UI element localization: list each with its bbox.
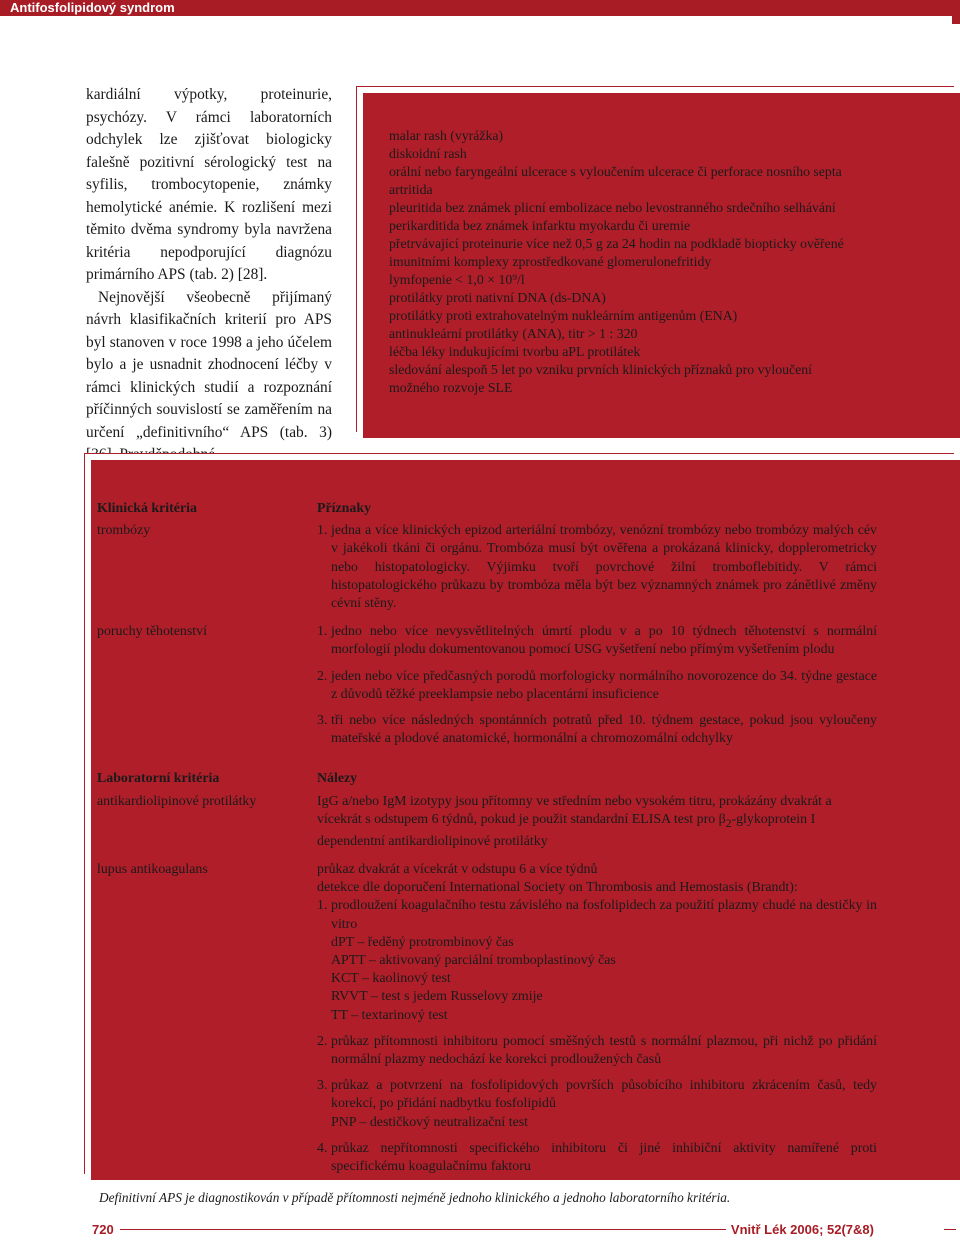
header-title: Antifosfolipidový syndrom [10,0,175,15]
text-run: -glykoprotein I dependentní antikardiolipinové protilátky [317,811,816,849]
findings-heading: Nálezy [317,771,358,787]
list-item: antinukleární protilátky (ANA), titr > 1 : 320 [389,325,859,343]
la-test: PNP – destičkový neutralizační test [331,1114,528,1130]
item-text: jedna a více klinických epizod arteriální trombózy, venózní trombózy nebo trombózy malých cév v jakékoli tkáni či orgánu. Trombóza musí být ověřena a prokázaná klinicky, dopplerometricky nebo histopatologicky. Výjimku tvoří povrchové žilní tromboflebitidy. V rámci histopatologického průkazu by trombóza měla být bez významných známek pro zánětlivé změny cévní stěny. [331,523,877,612]
pregnancy-item [317,712,877,748]
item-text: průkaz přítomnosti inhibitoru pomocí směšných testů s normální plazmou, při nichž po přidání normální plazmy nedochází ke korekci prodloužených časů [331,1033,877,1068]
pregnancy-label: poruchy těhotenství [97,624,207,640]
item-text: průkaz a potvrzení na fosfolipidových površích působícího inhibitoru zkrácením časů, tedy korekcí, po přidání nadbytku fosfolipidů [331,1078,877,1112]
la-test: APTT – aktivovaný parciální tromboplastinový čas [331,953,616,969]
list-item: protilátky proti extrahovatelným nukleárním antigenům (ENA) [389,307,859,325]
item-number: 4. [317,1140,328,1156]
footer-rule-end [944,1229,956,1230]
item-number: 2. [317,1033,328,1049]
lab-criteria-heading: Laboratorní kritéria [97,771,220,787]
footer-rule [120,1229,726,1230]
anticardiolipin-label: antikardiolipinové protilátky [97,793,257,809]
la-test: KCT – kaolinový test [331,971,451,987]
pregnancy-item [317,623,877,659]
list-item: lymfopenie < 1,0 × 10⁹/l [389,271,859,289]
lupus-anticoagulant-label: lupus antikoagulans [97,862,208,878]
table-3-box [84,453,954,1206]
item-text: jedno nebo více nevysvětlitelných úmrtí plodu v a po 10 týdnech těhotenství s normální morfologií plodu dokumentovanou pomocí USG vyšetření nebo přímým vyšetřením plodu [331,624,877,658]
la-test: dPT – ředěný protrombinový čas [331,934,514,950]
item-number: 3. [317,713,328,729]
anticardiolipin-text [317,793,877,851]
la-item [317,897,877,933]
pregnancy-item [317,668,877,704]
table-2-title: Tab. 2. Kritéria nepodporující diagnózu primárního APS [28]. [367,99,817,118]
item-number: 2. [317,668,328,684]
body-text-column [86,84,332,467]
list-item: orální nebo faryngeální ulcerace s vyloučením ulcerace či perforace nosního septa [389,163,859,181]
page-number: 720 [92,1222,114,1237]
clinical-criteria-heading: Klinická kritéria [97,501,197,516]
text-run: IgG a/nebo IgM izotypy jsou přítomny ve středním nebo vysokém titru, prokázány dvakrát a vícekrát s odstupem 6 týdnů, pokud je použit standardní ELISA test pro β [317,793,832,827]
list-item: sledování alespoň 5 let po vzniku prvních klinických příznaků pro vyloučení možného rozvoje SLE [389,361,859,397]
table-2-list [367,127,954,397]
body-paragraph: kardiální výpotky, proteinurie, psychózy. V rámci laboratorních odchylek lze zjišťovat biologicky falešně pozitivní sérologický test na syfilis, trombocytopenie, známky hemolytické anémie. K rozlišení mezi těmito dvěma syndromy byla navržena kritéria nepodporující diagnózu primárního APS (tab. 2) [28]. [86,86,332,283]
list-item: perikarditida bez známek infarktu myokardu či uremie [389,217,859,235]
item-text: prodloužení koagulačního testu závislého na fosfolipidech za použití plazmy chudé na destičky in vitro [331,898,877,932]
item-text: jeden nebo více předčasných porodů morfologicky normálního novorozence do 34. týdne gestace z důvodů těžké preeklampsie nebo placentární insuficience [331,668,877,702]
pregnancy-items [317,623,877,748]
la-item [317,1033,877,1069]
item-number: 1. [317,898,328,914]
la-line: detekce dle doporučení International Society on Thrombosis and Hemostasis (Brandt): [317,880,798,896]
journal-citation: Vnitř Lék 2006; 52(7&8) [730,1222,874,1237]
la-line: průkaz dvakrát a vícekrát v odstupu 6 a více týdnů [317,862,598,878]
list-item: diskoidní rash [389,145,859,163]
list-item: přetrvávající proteinurie více než 0,5 g za 24 hodin na podkladě biopticky ověřené imunitními komplexy zprostředkované glomerulonefritidy [389,235,859,271]
subscript: 2 [725,816,732,830]
item-number: 3. [317,1078,328,1094]
item-text: průkaz nepřítomnosti specifického inhibitoru či jiné inhibiční aktivity namířené proti specifickému koagulačnímu faktoru [331,1140,877,1175]
item-text: tři nebo více následných spontánních potratů před 10. týdnem gestace, pokud jsou vyloučeny mateřské a plodové anatomické, hormonální a chromozomální odchylky [331,713,877,747]
item-number: 1. [317,523,328,539]
list-item: artritida [389,181,859,199]
list-item: protilátky proti nativní DNA (ds-DNA) [389,289,859,307]
list-item: pleuritida bez známek plicní embolizace nebo levostranného srdečního selhávání [389,199,859,217]
thrombosis-item [317,522,877,613]
item-number: 1. [317,624,328,640]
lupus-anticoagulant-details [317,861,877,1176]
list-item: léčba léky indukujícími tvorbu aPL protilátek [389,343,859,361]
table-3-title: Tab. 3. Navrhovaná kritéria pro klasifikaci APS podle International Consensus Statement [36]. [97,464,784,483]
symptoms-heading: Příznaky [317,501,372,516]
la-item [317,1140,877,1176]
la-test: TT – textarinový test [331,1007,448,1023]
list-item: malar rash (vyrážka) [389,127,859,145]
body-paragraph: Nejnovější všeobecně přijímaný návrh klasifikačních kriterií pro APS byl stanoven v roce 1998 a jeho účelem bylo a je usnadnit zhodnocení léčby v rámci klinických studií a rozpoznání příčinných souvislostí se zaměřením na určení „definitivního“ APS (tab. 3) [86,288,332,441]
header-corner-mark [952,0,960,24]
la-item [317,1077,877,1113]
table-3-footnote: Definitivní APS je diagnostikován v případě přítomnosti nejméně jednoho klinického a jednoho laboratorního kritéria. [99,1190,731,1206]
table-2-box [356,86,954,432]
la-test: RVVT – test s jedem Russelovy zmije [331,989,543,1005]
table-3-grid [97,500,954,1176]
thrombosis-label: trombózy [97,523,151,539]
